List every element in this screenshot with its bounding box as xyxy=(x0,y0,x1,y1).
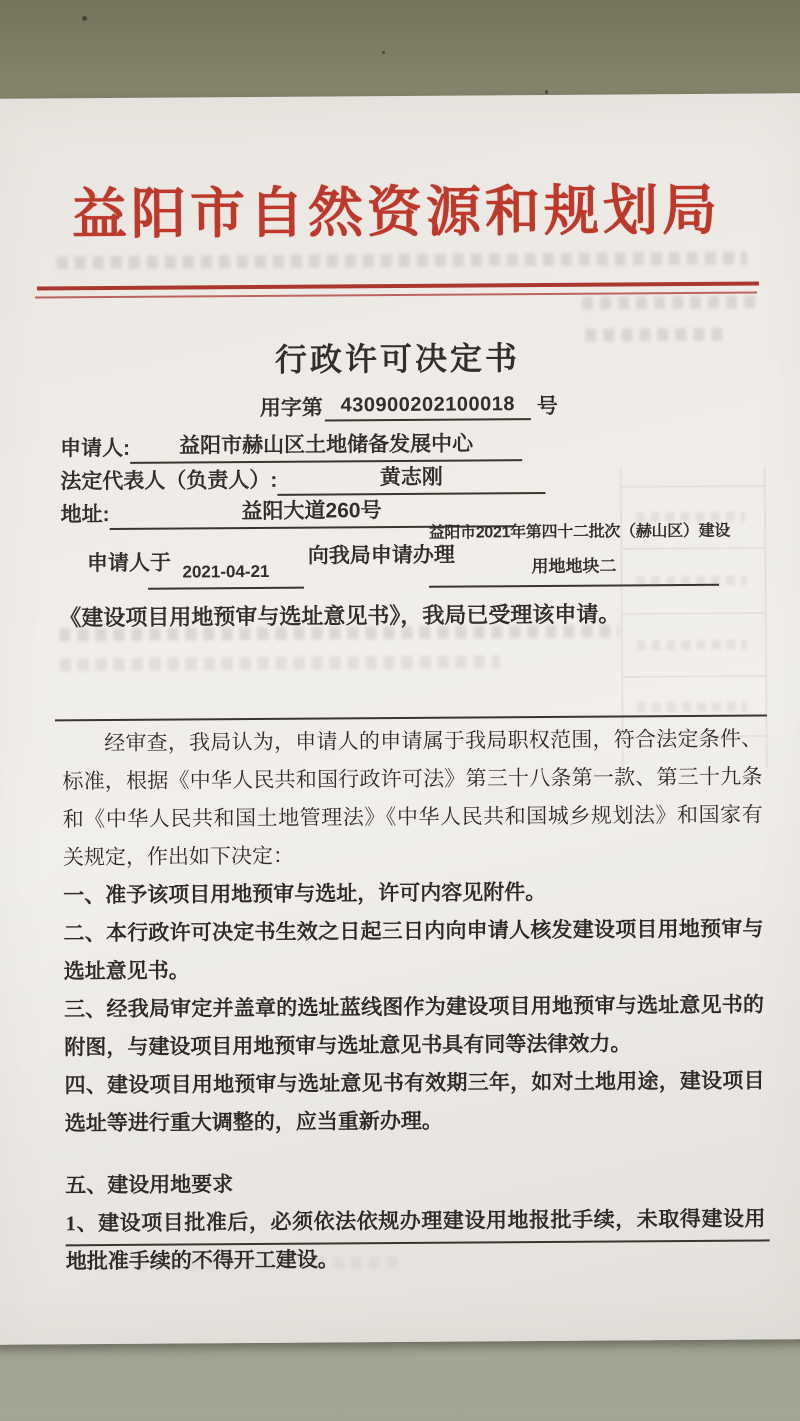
document-title: 行政许可决定书 xyxy=(274,340,521,378)
bleedthrough-smudge xyxy=(582,295,762,309)
field-label-address: 地址: xyxy=(60,503,110,527)
bleedthrough-smudge xyxy=(57,252,747,270)
field-value-address: 益阳大道260号 xyxy=(109,493,513,530)
document-number-prefix: 用字第 xyxy=(259,396,323,420)
decision-item-1: 一、准予该项目用地预审与选址，许可内容见附件。 xyxy=(63,879,547,908)
section5-heading: 五、建设用地要求 xyxy=(65,1172,234,1198)
field-value-applicant: 益阳市赫山区土地储备发展中心 xyxy=(130,427,522,464)
bleedthrough-smudge xyxy=(60,655,500,671)
field-label-legal-representative: 法定代表人（负责人）: xyxy=(60,468,278,494)
apply-lead-text: 申请人于 xyxy=(86,551,171,576)
document-number-value: 430900202100018 xyxy=(325,393,531,421)
decision-intro: 经审查，我局认为，申请人的申请属于我局职权范围，符合法定条件、标准，根据《中华人民共和国行政许可法》第三十八条第一款、第三十九条和《中华人民共和国土地管理法》《中华人民共和国城乡规划法》和国家有关规定，作出如下决定： xyxy=(62,726,763,870)
decision-item-2: 二、本行政许可决定书生效之日起三日内向申请人核发建设项目用地预审与选址意见书。 xyxy=(63,916,764,984)
apply-project-name-line1: 益阳市2021年第四十二批次（赫山区）建设 xyxy=(428,522,731,542)
decision-item-4: 四、建设项目用地预审与选址意见书有效期三年，如对土地用途，建设项目选址等进行重大调整的，应当重新办理。 xyxy=(64,1068,765,1136)
field-row-legal-representative xyxy=(60,460,545,497)
document-number-suffix: 号 xyxy=(536,394,558,419)
agency-letterhead-title: 益阳市自然资源和规划局 xyxy=(71,178,722,246)
apply-middle-text: 向我局申请办理 xyxy=(307,543,455,568)
letterhead-rule-thick xyxy=(37,281,759,290)
document-number-row xyxy=(260,390,558,422)
decision-body xyxy=(62,719,766,1280)
desk-speck xyxy=(545,90,548,94)
section5-item-1: 1、建设项目批准后，必须依法依规办理建设用地报批手续，未取得建设用地批准手续的不得开工建设。 xyxy=(65,1206,766,1274)
decision-item-3: 三、经我局审定并盖章的选址蓝线图作为建设项目用地预审与选址意见书的附图，与建设项目用地预审与选址意见书具有同等法律效力。 xyxy=(63,992,765,1060)
apply-date-value: 2021-04-21 xyxy=(148,557,304,590)
apply-tail-text: 《建设项目用地预审与选址意见书》，我局已受理该申请。 xyxy=(59,601,621,631)
document-content xyxy=(0,93,800,1345)
field-label-applicant: 申请人: xyxy=(60,436,131,461)
desk-speck xyxy=(82,16,87,21)
field-row-applicant xyxy=(60,427,522,464)
field-value-legal-representative: 黄志刚 xyxy=(277,460,545,496)
desk-speck xyxy=(382,51,385,54)
apply-project-box xyxy=(428,518,731,588)
apply-project-name-line2: 用地地块二 xyxy=(531,556,617,577)
document-sheet xyxy=(0,93,800,1345)
